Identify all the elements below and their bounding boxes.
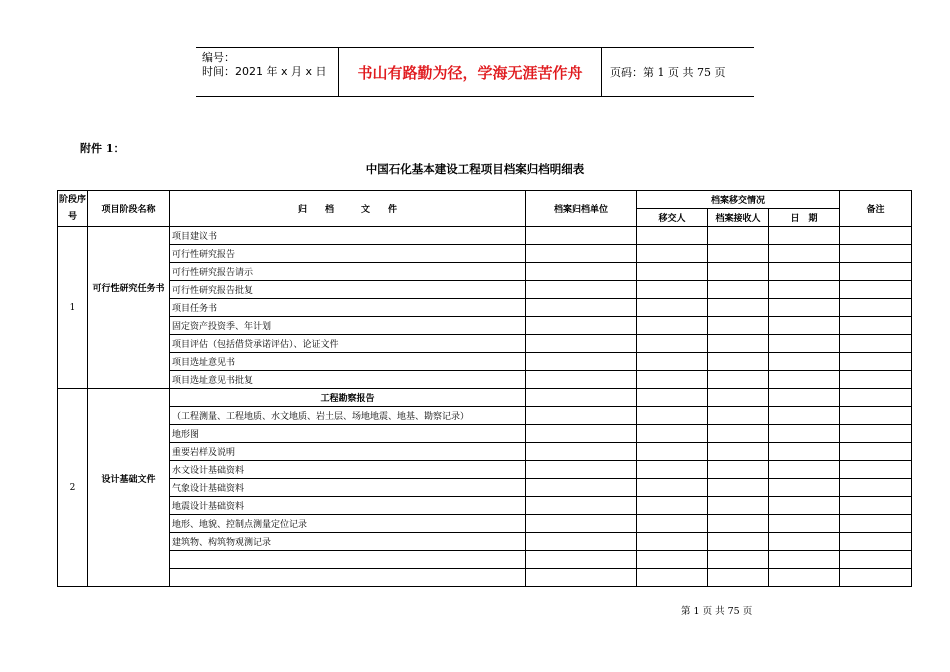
transferor-cell — [637, 371, 708, 389]
date-cell — [769, 299, 840, 317]
archive-unit-cell — [526, 533, 637, 551]
col-header-remarks: 备注 — [840, 191, 912, 227]
header-meta — [196, 48, 339, 96]
remarks-cell — [840, 353, 912, 371]
receiver-cell — [708, 353, 769, 371]
date-cell — [769, 353, 840, 371]
remarks-cell — [840, 479, 912, 497]
archive-doc-cell: （工程测量、工程地质、水文地质、岩土层、场地地震、地基、勘察记录） — [170, 407, 526, 425]
archive-unit-cell — [526, 461, 637, 479]
archive-unit-cell — [526, 281, 637, 299]
receiver-cell — [708, 479, 769, 497]
receiver-cell — [708, 533, 769, 551]
archive-doc-cell: 可行性研究报告批复 — [170, 281, 526, 299]
date-cell — [769, 533, 840, 551]
table-row — [58, 551, 912, 569]
archive-unit-cell — [526, 335, 637, 353]
table-row — [58, 317, 912, 335]
transferor-cell — [637, 515, 708, 533]
date-cell — [769, 281, 840, 299]
archive-unit-cell — [526, 515, 637, 533]
number-label: 编号： — [202, 51, 235, 64]
receiver-cell — [708, 299, 769, 317]
remarks-cell — [840, 497, 912, 515]
date-cell — [769, 335, 840, 353]
archive-unit-cell — [526, 227, 637, 245]
header-page-info: 页码：第 1 页 共 75 页 — [610, 66, 726, 79]
date-cell — [769, 497, 840, 515]
table-row — [58, 281, 912, 299]
archive-unit-cell — [526, 551, 637, 569]
date-cell — [769, 551, 840, 569]
col-header-transfer-group: 档案移交情况 — [637, 191, 840, 209]
table-row — [58, 407, 912, 425]
col-header-archive-docs: 归 档 文 件 — [170, 191, 526, 227]
remarks-cell — [840, 227, 912, 245]
receiver-cell — [708, 515, 769, 533]
receiver-cell — [708, 497, 769, 515]
archive-doc-cell: 重要岩样及说明 — [170, 443, 526, 461]
archive-unit-cell — [526, 317, 637, 335]
remarks-cell — [840, 263, 912, 281]
table-row — [58, 533, 912, 551]
archive-doc-cell: 气象设计基础资料 — [170, 479, 526, 497]
date-cell — [769, 245, 840, 263]
receiver-cell — [708, 569, 769, 587]
stage-number: 2 — [58, 389, 88, 587]
remarks-cell — [840, 335, 912, 353]
table-row — [58, 299, 912, 317]
table-row — [58, 263, 912, 281]
remarks-cell — [840, 533, 912, 551]
archive-doc-cell: 项目任务书 — [170, 299, 526, 317]
remarks-cell — [840, 281, 912, 299]
col-header-transferor: 移交人 — [637, 209, 708, 227]
archive-doc-cell: 地形、地貌、控制点测量定位记录 — [170, 515, 526, 533]
col-header-stage-name: 项目阶段名称 — [88, 191, 170, 227]
remarks-cell — [840, 425, 912, 443]
table-row — [58, 227, 912, 245]
receiver-cell — [708, 461, 769, 479]
archive-unit-cell — [526, 389, 637, 407]
archive-unit-cell — [526, 263, 637, 281]
doc-subheading: 工程勘察报告 — [170, 389, 526, 407]
col-header-date: 日 期 — [769, 209, 840, 227]
remarks-cell — [840, 371, 912, 389]
receiver-cell — [708, 263, 769, 281]
receiver-cell — [708, 317, 769, 335]
receiver-cell — [708, 281, 769, 299]
remarks-cell — [840, 515, 912, 533]
transferor-cell — [637, 227, 708, 245]
date-cell — [769, 425, 840, 443]
col-header-stage-no: 阶段序号 — [58, 191, 88, 227]
transferor-cell — [637, 551, 708, 569]
date-cell — [769, 515, 840, 533]
date-cell — [769, 263, 840, 281]
table-row — [58, 335, 912, 353]
remarks-cell — [840, 299, 912, 317]
stage-number: 1 — [58, 227, 88, 389]
receiver-cell — [708, 389, 769, 407]
archive-doc-cell: 项目选址意见书 — [170, 353, 526, 371]
archive-unit-cell — [526, 407, 637, 425]
col-header-receiver: 档案接收人 — [708, 209, 769, 227]
transferor-cell — [637, 497, 708, 515]
archive-unit-cell — [526, 371, 637, 389]
archive-doc-cell: 可行性研究报告 — [170, 245, 526, 263]
receiver-cell — [708, 443, 769, 461]
remarks-cell — [840, 245, 912, 263]
remarks-cell — [840, 407, 912, 425]
date-cell — [769, 461, 840, 479]
table-row — [58, 497, 912, 515]
archive-doc-cell: 项目建议书 — [170, 227, 526, 245]
archive-unit-cell — [526, 569, 637, 587]
stage-name: 可行性研究任务书 — [88, 227, 170, 389]
page-title: 中国石化基本建设工程项目档案归档明细表 — [365, 162, 585, 176]
archive-unit-cell — [526, 299, 637, 317]
table-row — [58, 461, 912, 479]
transferor-cell — [637, 245, 708, 263]
transferor-cell — [637, 263, 708, 281]
archive-doc-cell — [170, 569, 526, 587]
receiver-cell — [708, 245, 769, 263]
transferor-cell — [637, 569, 708, 587]
receiver-cell — [708, 407, 769, 425]
attachment-label: 附件 1： — [80, 142, 125, 155]
archive-doc-cell: 项目选址意见书批复 — [170, 371, 526, 389]
table-row — [58, 515, 912, 533]
date-cell — [769, 479, 840, 497]
transferor-cell — [637, 353, 708, 371]
table-row — [58, 245, 912, 263]
transferor-cell — [637, 479, 708, 497]
archive-doc-cell: 固定资产投资季、年计划 — [170, 317, 526, 335]
remarks-cell — [840, 389, 912, 407]
receiver-cell — [708, 551, 769, 569]
col-header-archive-unit: 档案归档单位 — [526, 191, 637, 227]
archive-doc-cell: 可行性研究报告请示 — [170, 263, 526, 281]
date-cell — [769, 569, 840, 587]
date-cell — [769, 371, 840, 389]
date-cell — [769, 443, 840, 461]
transferor-cell — [637, 317, 708, 335]
remarks-cell — [840, 569, 912, 587]
document-header — [196, 47, 754, 97]
date-cell — [769, 227, 840, 245]
remarks-cell — [840, 317, 912, 335]
table-row — [58, 443, 912, 461]
table-row — [58, 389, 912, 407]
archive-unit-cell — [526, 353, 637, 371]
table-row — [58, 479, 912, 497]
transferor-cell — [637, 407, 708, 425]
archive-unit-cell — [526, 479, 637, 497]
date-cell — [769, 317, 840, 335]
archive-unit-cell — [526, 425, 637, 443]
transferor-cell — [637, 461, 708, 479]
archive-unit-cell — [526, 497, 637, 515]
archive-doc-cell — [170, 551, 526, 569]
table-row — [58, 353, 912, 371]
transferor-cell — [637, 299, 708, 317]
page-footer: 第 1 页 共 75 页 — [681, 606, 753, 617]
archive-doc-cell: 地形图 — [170, 425, 526, 443]
receiver-cell — [708, 227, 769, 245]
remarks-cell — [840, 551, 912, 569]
archive-table — [57, 190, 912, 587]
receiver-cell — [708, 371, 769, 389]
archive-unit-cell — [526, 245, 637, 263]
archive-doc-cell: 水文设计基础资料 — [170, 461, 526, 479]
time-label: 时间：2021 年 x 月 x 日 — [202, 65, 327, 78]
header-motto: 书山有路勤为径，学海无涯苦作舟 — [339, 48, 602, 96]
date-cell — [769, 407, 840, 425]
archive-doc-cell: 项目评估（包括借贷承诺评估）、论证文件 — [170, 335, 526, 353]
table-row — [58, 425, 912, 443]
table-row — [58, 371, 912, 389]
archive-unit-cell — [526, 443, 637, 461]
transferor-cell — [637, 281, 708, 299]
date-cell — [769, 389, 840, 407]
transferor-cell — [637, 335, 708, 353]
table-row — [58, 569, 912, 587]
archive-doc-cell: 建筑物、构筑物观测记录 — [170, 533, 526, 551]
remarks-cell — [840, 443, 912, 461]
transferor-cell — [637, 443, 708, 461]
transferor-cell — [637, 389, 708, 407]
transferor-cell — [637, 533, 708, 551]
receiver-cell — [708, 425, 769, 443]
transferor-cell — [637, 425, 708, 443]
remarks-cell — [840, 461, 912, 479]
archive-doc-cell: 地震设计基础资料 — [170, 497, 526, 515]
receiver-cell — [708, 335, 769, 353]
stage-name: 设计基础文件 — [88, 389, 170, 587]
